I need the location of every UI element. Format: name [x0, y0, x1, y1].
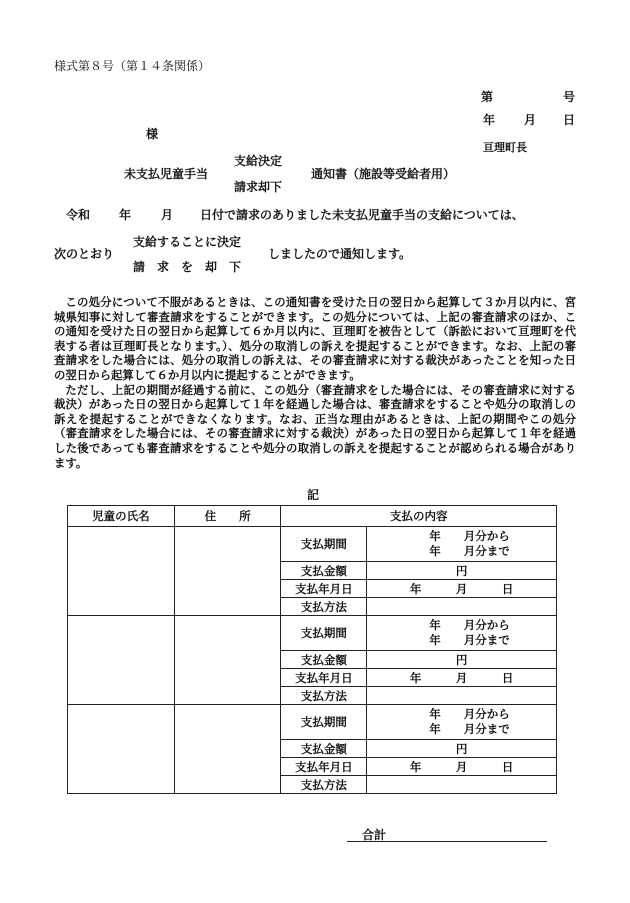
date-ymd: 年 月 日 — [409, 581, 514, 596]
child-name-cell[interactable] — [68, 616, 175, 705]
period-from: 年 月分から — [429, 618, 510, 632]
intro-option-1: 支給することに決定 — [133, 235, 242, 249]
title-left: 未支払児童手当 — [124, 167, 209, 181]
child-name-cell[interactable] — [68, 527, 175, 616]
method-value[interactable] — [367, 687, 557, 705]
label-period: 支払期間 — [281, 616, 367, 651]
method-value[interactable] — [367, 598, 557, 616]
notice-paragraph-1: この処分について不服があるときは、この通知書を受けた日の翌日から起算して３か月以内に、宮城県知事に対して審査請求をすることができます。この処分については、上記の審査請求のほか、この通知を受けた日の翌日から起算して６か月以内に、亘理町を被告として（訴訟において亘理町を代表する者は亘理町長となります。）、処分の取消しの訴えを提起することができます。なお、上記の審査請求をした場合には、処分の取消しの訴えは、その審査請求に対する裁決があったことを知った日の翌日から起算して６か月以内に提起することができます。 — [54, 295, 576, 382]
title-option-2: 請求却下 — [234, 180, 283, 194]
date-value[interactable] — [367, 758, 557, 776]
yen-unit: 円 — [455, 741, 468, 756]
issuer: 亘理町長 — [483, 141, 527, 154]
label-date: 支払年月日 — [281, 669, 367, 687]
intro-line2-suffix: しましたので通知します。 — [268, 247, 412, 261]
total-label: 合計 — [362, 828, 387, 842]
period-value[interactable] — [367, 527, 557, 562]
period-from: 年 月分から — [429, 707, 510, 721]
address-cell[interactable] — [174, 616, 281, 705]
doc-no-go: 号 — [563, 90, 576, 104]
yen-unit: 円 — [455, 652, 468, 667]
label-date: 支払年月日 — [281, 580, 367, 598]
intro-reiwa: 令和 — [66, 208, 91, 222]
ki-label: 記 — [307, 488, 320, 502]
date-value[interactable] — [367, 580, 557, 598]
label-amount: 支払金額 — [281, 651, 367, 669]
label-period: 支払期間 — [281, 705, 367, 740]
intro-nen: 年 — [119, 208, 132, 222]
table-header-row — [68, 506, 557, 527]
label-period: 支払期間 — [281, 527, 367, 562]
intro-option-2: 請 求 を 却 下 — [133, 260, 242, 274]
child-name-cell[interactable] — [68, 705, 175, 794]
date-ymd: 年 月 日 — [409, 759, 514, 774]
date-month: 月 — [524, 113, 537, 127]
period-value[interactable] — [367, 705, 557, 740]
label-method: 支払方法 — [281, 776, 367, 794]
total-underline[interactable] — [347, 839, 547, 842]
label-date: 支払年月日 — [281, 758, 367, 776]
period-value[interactable] — [367, 616, 557, 651]
header-payment: 支払の内容 — [281, 506, 557, 527]
address-cell[interactable] — [174, 527, 281, 616]
table-row — [68, 616, 557, 651]
header-name: 児童の氏名 — [68, 506, 175, 527]
amount-value[interactable] — [367, 740, 557, 758]
table-row — [68, 705, 557, 740]
label-amount: 支払金額 — [281, 562, 367, 580]
intro-line2-prefix: 次のとおり — [54, 247, 115, 261]
date-year: 年 — [483, 113, 496, 127]
notice-paragraph-2: ただし、上記の期間が経過する前に、この処分（審査請求をした場合には、その審査請求に対する裁決）があった日の翌日から起算して１年を経過した場合は、審査請求をすることや処分の取消しの訴えを提起することができなくなります。なお、正当な理由があるときは、上記の期間やこの処分（審査請求をした場合には、その審査請求に対する裁決）があった日の翌日から起算して１年を経過した後であっても審査請求をすることや処分の取消しの訴えを提起することが認められる場合があります。 — [54, 382, 576, 470]
yen-unit: 円 — [455, 563, 468, 578]
form-number: 様式第８号（第１４条関係） — [54, 59, 211, 73]
title-option-1: 支給決定 — [234, 154, 283, 168]
date-value[interactable] — [367, 669, 557, 687]
addressee-sama: 様 — [146, 127, 159, 141]
period-from: 年 月分から — [429, 529, 510, 543]
address-cell[interactable] — [174, 705, 281, 794]
label-method: 支払方法 — [281, 687, 367, 705]
notice-text — [54, 295, 576, 470]
period-to: 年 月分まで — [429, 722, 510, 736]
intro-line1-rest: 日付で請求のありました未支払児童手当の支給については、 — [200, 208, 524, 222]
doc-no-dai: 第 — [481, 90, 494, 104]
amount-value[interactable] — [367, 562, 557, 580]
method-value[interactable] — [367, 776, 557, 794]
intro-gatsu: 月 — [161, 208, 174, 222]
header-address: 住 所 — [174, 506, 281, 527]
date-ymd: 年 月 日 — [409, 670, 514, 685]
label-amount: 支払金額 — [281, 740, 367, 758]
label-method: 支払方法 — [281, 598, 367, 616]
table-row — [68, 527, 557, 562]
title-right: 通知書（施設等受給者用） — [311, 167, 456, 181]
period-to: 年 月分まで — [429, 544, 510, 558]
payment-table — [67, 505, 557, 794]
period-to: 年 月分まで — [429, 633, 510, 647]
date-day: 日 — [563, 113, 576, 127]
amount-value[interactable] — [367, 651, 557, 669]
